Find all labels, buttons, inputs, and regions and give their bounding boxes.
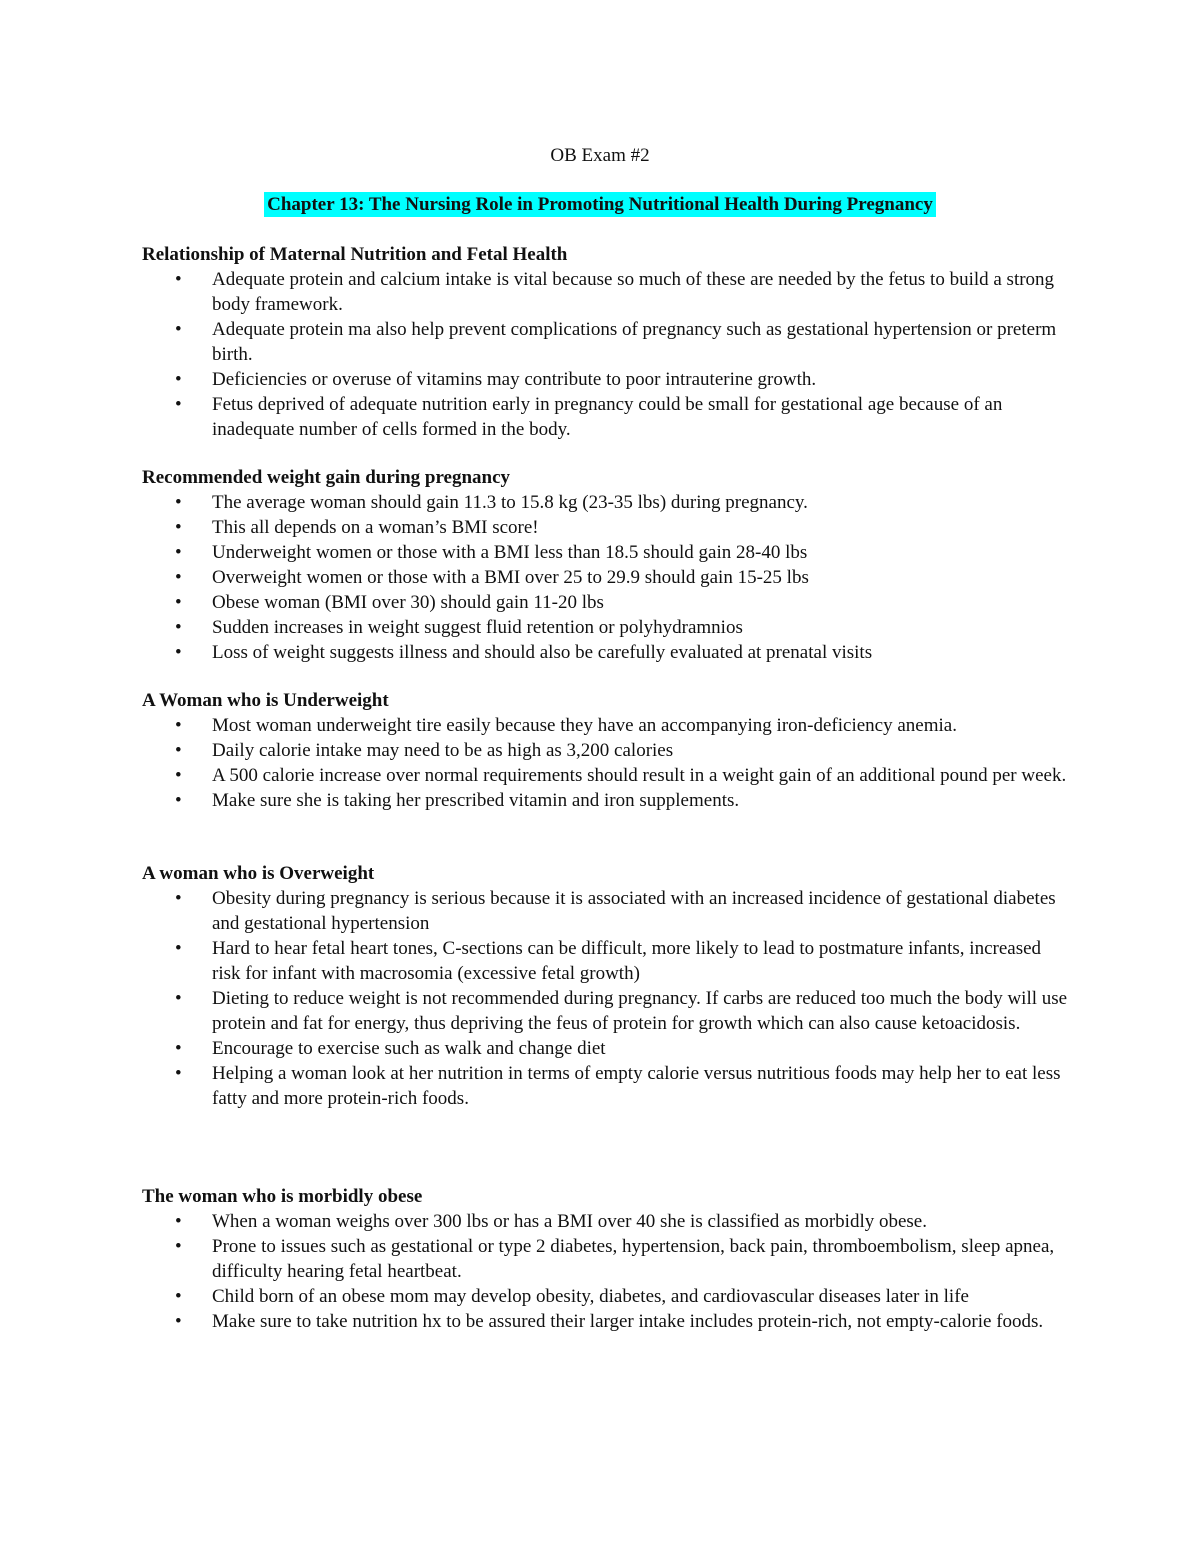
list-item-text: Make sure to take nutrition hx to be assured their larger intake includes protein-rich, not empty-calorie foods.: [212, 1311, 1044, 1332]
list-item: [142, 640, 1072, 665]
list-item: [142, 886, 1072, 936]
bullet-icon: •: [175, 988, 182, 1009]
list-item-text: A 500 calorie increase over normal requirements should result in a weight gain of an additional pound per week.: [212, 765, 1067, 786]
list-item: [142, 1209, 1072, 1234]
bullet-list: [142, 886, 1072, 1111]
bullet-icon: •: [175, 1311, 182, 1332]
list-item: [142, 1309, 1072, 1334]
section-heading: A woman who is Overweight: [142, 863, 375, 884]
list-item-text: Make sure she is taking her prescribed vitamin and iron supplements.: [212, 790, 740, 811]
list-item: [142, 763, 1072, 788]
list-item-text: Sudden increases in weight suggest fluid retention or polyhydramnios: [212, 617, 743, 638]
section-heading: Relationship of Maternal Nutrition and Fetal Health: [142, 244, 568, 265]
list-item-text: Daily calorie intake may need to be as high as 3,200 calories: [212, 740, 674, 761]
list-item: [142, 936, 1072, 986]
list-item: [142, 1036, 1072, 1061]
bullet-icon: •: [175, 642, 182, 663]
bullet-icon: •: [175, 492, 182, 513]
list-item-text: Loss of weight suggests illness and should also be carefully evaluated at prenatal visits: [212, 642, 873, 663]
bullet-icon: •: [175, 542, 182, 563]
bullet-icon: •: [175, 1211, 182, 1232]
section-maternal-nutrition: [142, 242, 1072, 442]
list-item: [142, 540, 1072, 565]
list-item: [142, 738, 1072, 763]
list-item-text: Encourage to exercise such as walk and change diet: [212, 1038, 606, 1059]
list-item: [142, 713, 1072, 738]
bullet-icon: •: [175, 269, 182, 290]
chapter-heading: Chapter 13: The Nursing Role in Promoting Nutritional Health During Pregnancy: [264, 192, 936, 217]
bullet-icon: •: [175, 888, 182, 909]
list-item-text: When a woman weighs over 300 lbs or has a BMI over 40 she is classified as morbidly obese.: [212, 1211, 927, 1232]
list-item: [142, 515, 1072, 540]
section-weight-gain: [142, 465, 1072, 665]
bullet-list: [142, 267, 1072, 442]
chapter-heading-wrapper: [0, 192, 1200, 217]
list-item-text: Dieting to reduce weight is not recommended during pregnancy. If carbs are reduced too much the body will use protein and fat for energy, thus depriving the feus of protein for growth which can also cause ketoacidosis.: [212, 988, 1068, 1034]
bullet-icon: •: [175, 790, 182, 811]
bullet-icon: •: [175, 740, 182, 761]
list-item: [142, 565, 1072, 590]
list-item: [142, 615, 1072, 640]
list-item-text: Helping a woman look at her nutrition in terms of empty calorie versus nutritious foods may help her to eat less fatty and more protein-rich foods.: [212, 1063, 1061, 1109]
bullet-icon: •: [175, 1286, 182, 1307]
bullet-icon: •: [175, 517, 182, 538]
list-item: [142, 392, 1072, 442]
list-item: [142, 267, 1072, 317]
bullet-icon: •: [175, 765, 182, 786]
list-item: [142, 1061, 1072, 1111]
list-item: [142, 367, 1072, 392]
bullet-icon: •: [175, 567, 182, 588]
bullet-icon: •: [175, 1038, 182, 1059]
list-item-text: Hard to hear fetal heart tones, C-sections can be difficult, more likely to lead to postmature infants, increased risk for infant with macrosomia (excessive fetal growth): [212, 938, 1042, 984]
list-item-text: Overweight women or those with a BMI over 25 to 29.9 should gain 15-25 lbs: [212, 567, 809, 588]
bullet-icon: •: [175, 369, 182, 390]
bullet-list: [142, 1209, 1072, 1334]
list-item: [142, 317, 1072, 367]
bullet-icon: •: [175, 319, 182, 340]
bullet-icon: •: [175, 715, 182, 736]
section-heading: The woman who is morbidly obese: [142, 1186, 423, 1207]
list-item: [142, 986, 1072, 1036]
list-item-text: Most woman underweight tire easily because they have an accompanying iron-deficiency anemia.: [212, 715, 957, 736]
bullet-icon: •: [175, 394, 182, 415]
list-item: [142, 1284, 1072, 1309]
bullet-icon: •: [175, 617, 182, 638]
bullet-icon: •: [175, 938, 182, 959]
section-underweight: [142, 688, 1072, 813]
section-heading: Recommended weight gain during pregnancy: [142, 467, 511, 488]
list-item: [142, 490, 1072, 515]
list-item-text: Deficiencies or overuse of vitamins may contribute to poor intrauterine growth.: [212, 369, 817, 390]
list-item: [142, 788, 1072, 813]
list-item-text: Obese woman (BMI over 30) should gain 11-20 lbs: [212, 592, 604, 613]
list-item-text: This all depends on a woman’s BMI score!: [212, 517, 539, 538]
list-item-text: The average woman should gain 11.3 to 15.8 kg (23-35 lbs) during pregnancy.: [212, 492, 808, 513]
list-item-text: Prone to issues such as gestational or type 2 diabetes, hypertension, back pain, thromboembolism, sleep apnea, difficulty hearing fetal heartbeat.: [212, 1236, 1055, 1282]
document-title: OB Exam #2: [550, 145, 650, 166]
list-item-text: Adequate protein and calcium intake is vital because so much of these are needed by the fetus to build a strong body framework.: [212, 269, 1055, 315]
section-heading: A Woman who is Underweight: [142, 690, 389, 711]
list-item: [142, 1234, 1072, 1284]
bullet-icon: •: [175, 1063, 182, 1084]
list-item-text: Fetus deprived of adequate nutrition early in pregnancy could be small for gestational age because of an inadequate number of cells formed in the body.: [212, 394, 1003, 440]
bullet-icon: •: [175, 1236, 182, 1257]
bullet-list: [142, 490, 1072, 665]
bullet-list: [142, 713, 1072, 813]
list-item: [142, 590, 1072, 615]
section-morbidly-obese: [142, 1184, 1072, 1334]
section-overweight: [142, 861, 1072, 1111]
list-item-text: Underweight women or those with a BMI less than 18.5 should gain 28-40 lbs: [212, 542, 808, 563]
list-item-text: Adequate protein ma also help prevent complications of pregnancy such as gestational hypertension or preterm birth.: [212, 319, 1057, 365]
bullet-icon: •: [175, 592, 182, 613]
list-item-text: Child born of an obese mom may develop obesity, diabetes, and cardiovascular diseases later in life: [212, 1286, 969, 1307]
list-item-text: Obesity during pregnancy is serious because it is associated with an increased incidence of gestational diabetes and gestational hypertension: [212, 888, 1056, 934]
